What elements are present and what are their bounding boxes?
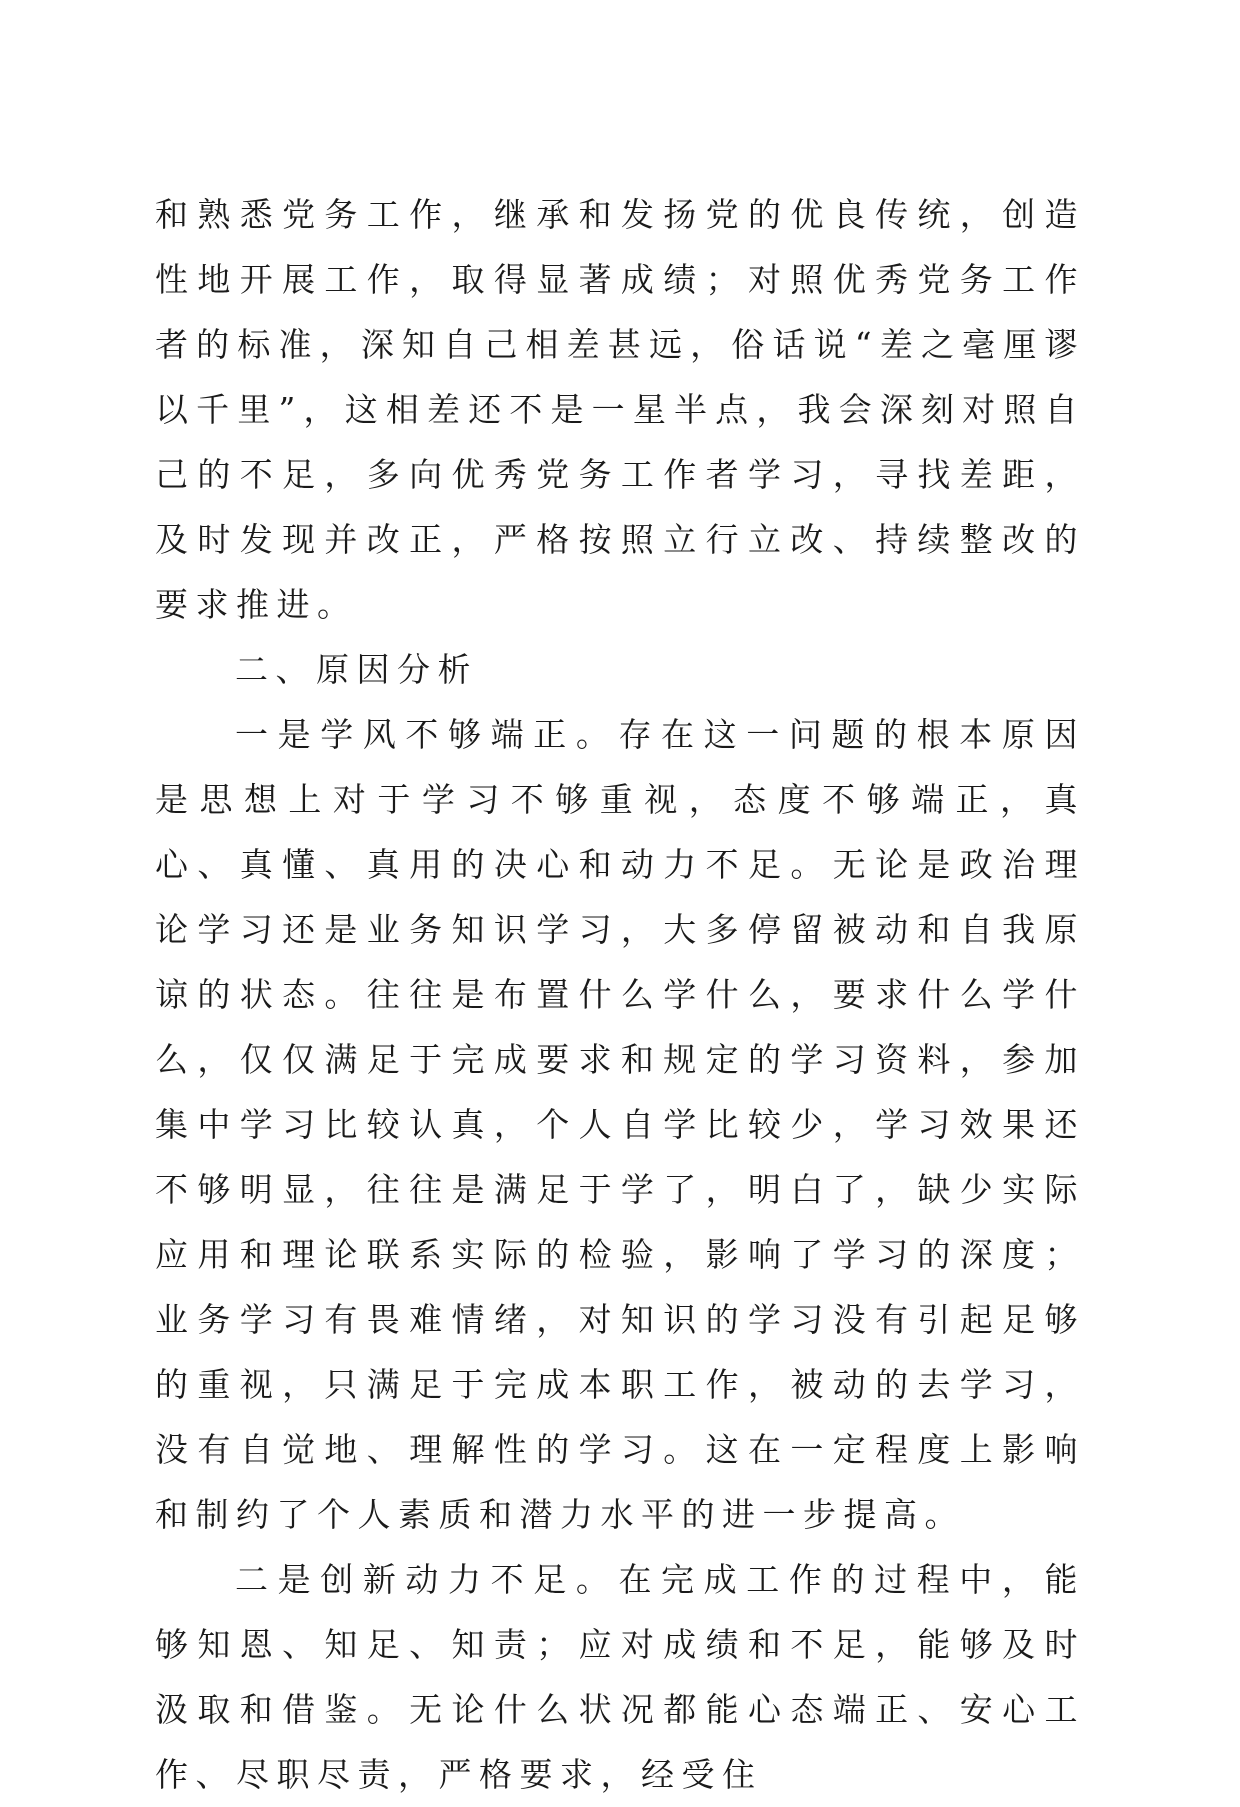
paragraph-innovation-motivation: 二是创新动力不足。在完成工作的过程中，能够知恩、知足、知责；应对成绩和不足，能够及时汲取和借鉴。无论什么状况都能心态端正、安心工作、尽职尽责，严格要求，经受住 <box>155 1560 1085 1794</box>
section-heading-cause-analysis: 二、原因分析 <box>235 650 478 689</box>
paragraph-continuation: 和熟悉党务工作，继承和发扬党的优良传统，创造性地开展工作，取得显著成绩；对照优秀党务工作者的标准，深知自己相差甚远，俗话说“差之毫厘谬以千里”，这相差还不是一星半点，我会深刻对照自己的不足，多向优秀党务工作者学习，寻找差距，及时发现并改正，严格按照立行立改、持续整改的要求推进。 <box>155 195 1085 624</box>
paragraph-study-style: 一是学风不够端正。存在这一问题的根本原因是思想上对于学习不够重视，态度不够端正，真心、真懂、真用的决心和动力不足。无论是政治理论学习还是业务知识学习，大多停留被动和自我原谅的状态。往往是布置什么学什么，要求什么学什么，仅仅满足于完成要求和规定的学习资料，参加集中学习比较认真，个人自学比较少，学习效果还不够明显，往往是满足于学了，明白了，缺少实际应用和理论联系实际的检验，影响了学习的深度；业务学习有畏难情绪，对知识的学习没有引起足够的重视，只满足于完成本职工作，被动的去学习，没有自觉地、理解性的学习。这在一定程度上影响和制约了个人素质和潜力水平的进一步提高。 <box>155 715 1085 1534</box>
document-body <box>155 182 1085 1807</box>
